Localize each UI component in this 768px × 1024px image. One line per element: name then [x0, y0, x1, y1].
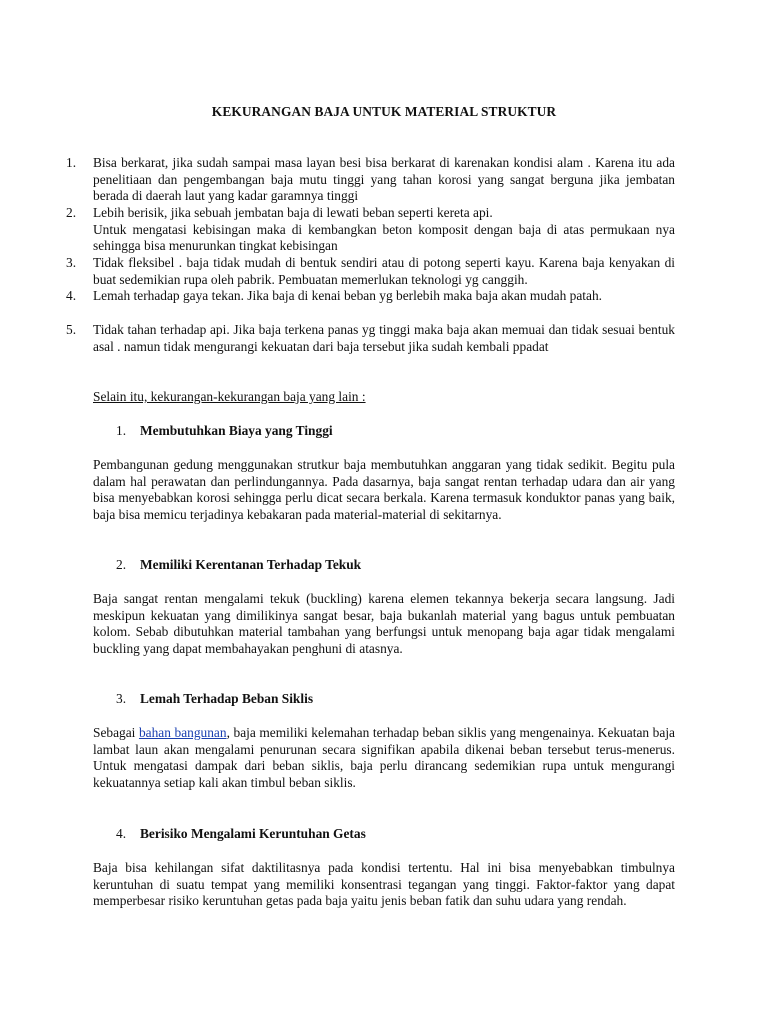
section-paragraph: Baja bisa kehilangan sifat daktilitasnya pada kondisi tertentu. Hal ini bisa menyebabkan timbulnya keruntuhan di suatu tempat yang memiliki konsentrasi tegangan yang tinggi. Faktor-faktor yang dapat memperbesar risiko keruntuhan getas pada baja yaitu jenis beban fatik dan suhu udara yang rendah. — [93, 860, 675, 909]
document-title: KEKURANGAN BAJA UNTUK MATERIAL STRUKTUR — [211, 104, 557, 119]
list-number: 4. — [66, 288, 77, 303]
list-number: 1. — [66, 155, 77, 170]
section-intro: Selain itu, kekurangan-kekurangan baja yang lain : — [93, 389, 366, 404]
paragraph-text: , baja memiliki kelemahan terhadap beban siklis yang mengenainya. Kekuatan baja lambat laun akan mengalami penurunan secara signifikan apabila dikenai beban tersebut terus-menerus. Untuk mengatasi dampak dari beban siklis, baja perlu dirancang sedemikian rupa untuk mengurangi kekuatannya setiap kali akan timbul beban siklis. — [93, 725, 675, 790]
section-paragraph — [93, 725, 675, 791]
section-heading-text: Membutuhkan Biaya yang Tinggi — [140, 423, 333, 438]
list-text: Tidak tahan terhadap api. Jika baja terkena panas yg tinggi maka baja akan memuai dan tidak sesuai bentuk asal . namun tidak mengurangi kekuatan dari baja tersebut jika sudah kembali ppadat — [93, 322, 675, 354]
section-number: 1. — [116, 423, 127, 438]
section-number: 4. — [116, 826, 127, 841]
list-number: 2. — [66, 205, 77, 220]
section-heading-text: Lemah Terhadap Beban Siklis — [140, 691, 314, 706]
list-text: Lemah terhadap gaya tekan. Jika baja di kenai beban yg berlebih maka baja akan mudah patah. — [93, 288, 603, 303]
paragraph-text: Sebagai — [93, 725, 139, 740]
list-text: Bisa berkarat, jika sudah sampai masa layan besi bisa berkarat di karenakan kondisi alam . Karena itu ada penelitiaan dan pengembangan baja mutu tinggi yang tahan korosi yang sangat berguna jika jembatan berada di daerah laut yang kadar garamnya tinggi — [93, 155, 675, 204]
bahan-bangunan-link[interactable]: bahan bangunan — [138, 725, 227, 740]
list-text: Lebih berisik, jika sebuah jembatan baja di lewati beban seperti kereta api. — [93, 205, 493, 220]
list-item — [66, 155, 675, 205]
section-number: 3. — [116, 691, 127, 706]
section-paragraph: Baja sangat rentan mengalami tekuk (buckling) karena elemen tekannya bekerja secara langsung. Jadi meskipun kekuatan yang dimilikinya sangat besar, baja bukanlah material yang bagus untuk pembuatan kolom. Sebab dibutuhkan material tambahan yang berfungsi untuk menopang baja agar tidak mengalami buckling yang dapat membahayakan penghuni di atasnya. — [93, 591, 675, 656]
section-heading — [116, 423, 333, 440]
section-heading — [116, 691, 313, 708]
section-heading — [116, 826, 366, 843]
list-extra-text: Untuk mengatasi kebisingan maka di kembangkan beton komposit dengan baja di atas permukaan nya sehingga bisa menurunkan tingkat kebisingan — [93, 221, 675, 254]
section-number: 2. — [116, 557, 127, 572]
list-item — [66, 288, 675, 305]
list-text: Tidak fleksibel . baja tidak mudah di bentuk sendiri atau di potong seperti kayu. Karena baja kenyakan di buat sedemikian rupa oleh pabrik. Pembuatan memerlukan teknologi yg canggih. — [93, 255, 675, 287]
list-number: 3. — [66, 255, 77, 270]
section-paragraph: Pembangunan gedung menggunakan strutkur baja membutuhkan anggaran yang tidak sedikit. Begitu pula dalam hal perawatan dan perlindungannya. Pada dasarnya, baja sangat rentan terhadap udara dan air yang bisa menyebabkan korosi sehingga perlu dicat secara berkala. Karena termasuk konduktor panas yang baik, baja bisa memicu terjadinya kebakaran pada material-material di sekitarnya. — [93, 457, 675, 522]
section-heading-text: Memiliki Kerentanan Terhadap Tekuk — [140, 557, 362, 572]
list-item — [66, 322, 675, 355]
list-number: 5. — [66, 322, 77, 337]
section-heading — [116, 557, 361, 574]
section-heading-text: Berisiko Mengalami Keruntuhan Getas — [140, 826, 366, 841]
list-item — [66, 205, 675, 255]
list-item — [66, 255, 675, 288]
